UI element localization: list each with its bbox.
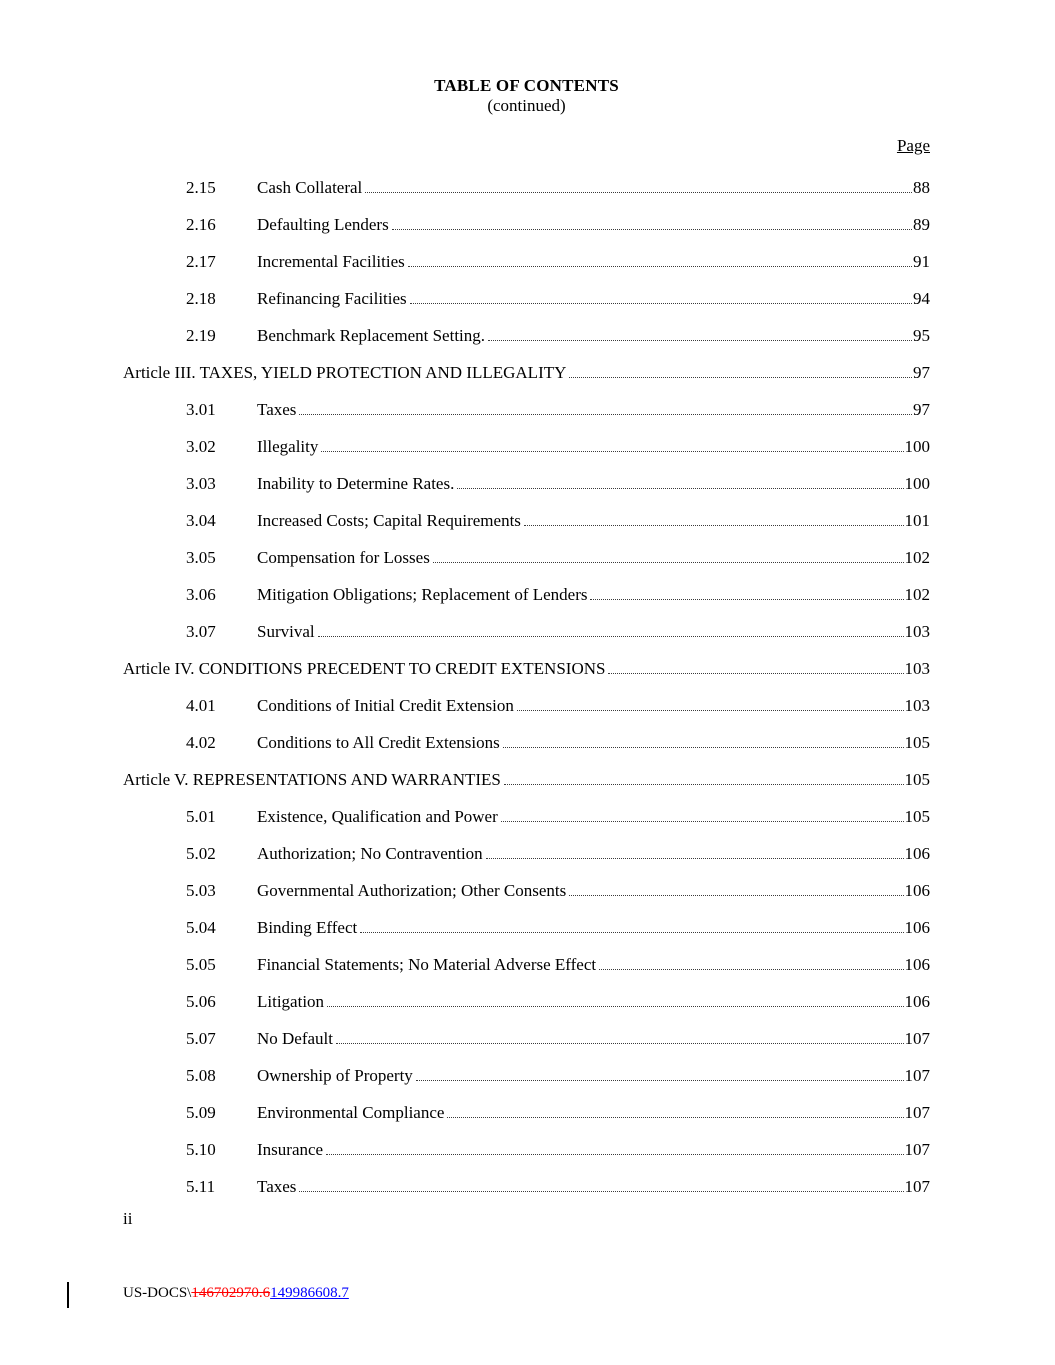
- entry-title: Increased Costs; Capital Requirements: [257, 511, 521, 530]
- entry-title: Environmental Compliance: [257, 1103, 445, 1122]
- entry-title: Ownership of Property: [257, 1066, 413, 1085]
- entry-page-number: 107: [904, 1103, 930, 1122]
- entry-page-number: 102: [904, 585, 930, 604]
- leader-dots: [569, 377, 912, 378]
- entry-page-number: 105: [904, 733, 930, 752]
- entry-page-number: 106: [904, 844, 930, 863]
- entry-number: 2.19: [186, 326, 216, 345]
- leader-dots: [392, 229, 912, 230]
- entry-page-number: 103: [904, 696, 930, 715]
- entry-number: 3.06: [186, 585, 216, 604]
- toc-entry: [123, 909, 930, 946]
- leader-dots: [299, 414, 912, 415]
- toc-entry: [123, 1131, 930, 1168]
- entry-title: Article V. REPRESENTATIONS AND WARRANTIES: [123, 770, 501, 789]
- entry-title: Benchmark Replacement Setting.: [257, 326, 486, 345]
- leader-dots: [360, 932, 903, 933]
- toc-entry: [123, 724, 930, 761]
- entry-title: Financial Statements; No Material Adverse Effect: [257, 955, 597, 974]
- page-column-header: Page: [896, 136, 930, 155]
- doc-id-prefix: US-DOCS\: [123, 1285, 192, 1301]
- toc-list: [123, 169, 930, 1205]
- entry-number: 2.17: [186, 252, 216, 271]
- leader-dots: [503, 747, 904, 748]
- entry-title: Incremental Facilities: [257, 252, 405, 271]
- toc-entry: [123, 946, 930, 983]
- leader-dots: [501, 821, 904, 822]
- entry-page-number: 91: [913, 252, 930, 271]
- entry-number: 2.15: [186, 178, 216, 197]
- leader-dots: [590, 599, 903, 600]
- leader-dots: [318, 636, 904, 637]
- entry-number: 4.02: [186, 733, 216, 752]
- entry-number: 5.03: [186, 881, 216, 900]
- entry-title: Insurance: [257, 1140, 324, 1159]
- entry-title: Taxes: [257, 400, 297, 419]
- entry-number: 3.01: [186, 400, 216, 419]
- doc-id-inserted-ref: 149986608.7: [270, 1285, 349, 1301]
- entry-title: Existence, Qualification and Power: [257, 807, 498, 826]
- toc-entry: [123, 280, 930, 317]
- leader-dots: [569, 895, 903, 896]
- entry-number: 2.18: [186, 289, 216, 308]
- entry-title: Governmental Authorization; Other Consents: [257, 881, 567, 900]
- entry-number: 5.06: [186, 992, 216, 1011]
- leader-dots: [517, 710, 904, 711]
- entry-number: 5.05: [186, 955, 216, 974]
- entry-page-number: 106: [904, 881, 930, 900]
- entry-page-number: 102: [904, 548, 930, 567]
- entry-page-number: 105: [904, 770, 930, 789]
- leader-dots: [365, 192, 912, 193]
- entry-page-number: 95: [913, 326, 930, 345]
- entry-title: Cash Collateral: [257, 178, 363, 197]
- entry-page-number: 105: [904, 807, 930, 826]
- entry-page-number: 97: [913, 400, 930, 419]
- entry-number: 5.02: [186, 844, 216, 863]
- entry-title: Inability to Determine Rates.: [257, 474, 455, 493]
- entry-number: 2.16: [186, 215, 216, 234]
- leader-dots: [486, 858, 904, 859]
- entry-page-number: 107: [904, 1066, 930, 1085]
- leader-dots: [408, 266, 912, 267]
- entry-page-number: 88: [913, 178, 930, 197]
- toc-entry: [123, 1168, 930, 1205]
- entry-page-number: 94: [913, 289, 930, 308]
- entry-page-number: 107: [904, 1029, 930, 1048]
- toc-title: TABLE OF CONTENTS: [434, 76, 619, 95]
- change-bar: [67, 1282, 69, 1308]
- entry-number: 5.07: [186, 1029, 216, 1048]
- toc-entry: [123, 687, 930, 724]
- entry-page-number: 103: [904, 622, 930, 641]
- folio-page-number: ii: [123, 1209, 133, 1228]
- entry-number: 5.09: [186, 1103, 216, 1122]
- toc-entry: [123, 391, 930, 428]
- toc-entry: [123, 465, 930, 502]
- entry-page-number: 106: [904, 992, 930, 1011]
- leader-dots: [457, 488, 903, 489]
- entry-number: 3.07: [186, 622, 216, 641]
- toc-entry: [123, 1094, 930, 1131]
- toc-entry: [123, 613, 930, 650]
- leader-dots: [326, 1154, 903, 1155]
- toc-entry: [123, 502, 930, 539]
- entry-title: Compensation for Losses: [257, 548, 430, 567]
- leader-dots: [447, 1117, 903, 1118]
- toc-entry: [123, 872, 930, 909]
- entry-number: 3.04: [186, 511, 216, 530]
- entry-title: No Default: [257, 1029, 334, 1048]
- leader-dots: [410, 303, 912, 304]
- entry-number: 5.10: [186, 1140, 216, 1159]
- entry-page-number: 101: [904, 511, 930, 530]
- entry-title: Defaulting Lenders: [257, 215, 389, 234]
- entry-page-number: 100: [904, 474, 930, 493]
- toc-entry: [123, 354, 930, 391]
- entry-title: Article IV. CONDITIONS PRECEDENT TO CREDIT EXTENSIONS: [123, 659, 606, 678]
- leader-dots: [504, 784, 904, 785]
- entry-number: 3.05: [186, 548, 216, 567]
- entry-number: 5.08: [186, 1066, 216, 1085]
- leader-dots: [608, 673, 903, 674]
- entry-page-number: 100: [904, 437, 930, 456]
- entry-number: 5.11: [186, 1177, 216, 1196]
- toc-entry: [123, 317, 930, 354]
- toc-entry: [123, 983, 930, 1020]
- entry-page-number: 106: [904, 918, 930, 937]
- doc-id-deleted-ref: 146702970.6: [191, 1285, 271, 1301]
- toc-entry: [123, 428, 930, 465]
- entry-number: 3.02: [186, 437, 216, 456]
- entry-title: Taxes: [257, 1177, 297, 1196]
- leader-dots: [327, 1006, 903, 1007]
- toc-entry: [123, 798, 930, 835]
- toc-entry: [123, 576, 930, 613]
- entry-page-number: 107: [904, 1177, 930, 1196]
- entry-title: Illegality: [257, 437, 319, 456]
- entry-page-number: 106: [904, 955, 930, 974]
- entry-title: Binding Effect: [257, 918, 358, 937]
- entry-page-number: 103: [904, 659, 930, 678]
- entry-title: Litigation: [257, 992, 325, 1011]
- toc-entry: [123, 761, 930, 798]
- toc-entry: [123, 650, 930, 687]
- entry-title: Survival: [257, 622, 315, 641]
- leader-dots: [599, 969, 903, 970]
- entry-title: Authorization; No Contravention: [257, 844, 483, 863]
- toc-entry: [123, 206, 930, 243]
- toc-entry: [123, 1057, 930, 1094]
- entry-page-number: 107: [904, 1140, 930, 1159]
- leader-dots: [524, 525, 904, 526]
- entry-number: 4.01: [186, 696, 216, 715]
- toc-entry: [123, 1020, 930, 1057]
- toc-entry: [123, 243, 930, 280]
- entry-number: 5.01: [186, 807, 216, 826]
- entry-title: Refinancing Facilities: [257, 289, 407, 308]
- toc-subtitle: (continued): [487, 96, 566, 115]
- leader-dots: [416, 1080, 904, 1081]
- leader-dots: [488, 340, 912, 341]
- entry-number: 5.04: [186, 918, 216, 937]
- entry-title: Conditions to All Credit Extensions: [257, 733, 500, 752]
- toc-entry: [123, 539, 930, 576]
- leader-dots: [299, 1191, 903, 1192]
- doc-id-line: [123, 1284, 349, 1303]
- leader-dots: [433, 562, 904, 563]
- entry-title: Conditions of Initial Credit Extension: [257, 696, 514, 715]
- entry-page-number: 97: [913, 363, 930, 382]
- leader-dots: [321, 451, 903, 452]
- leader-dots: [336, 1043, 903, 1044]
- entry-title: Article III. TAXES, YIELD PROTECTION AND ILLEGALITY: [123, 363, 567, 382]
- toc-entry: [123, 169, 930, 206]
- toc-entry: [123, 835, 930, 872]
- entry-page-number: 89: [913, 215, 930, 234]
- entry-title: Mitigation Obligations; Replacement of Lenders: [257, 585, 588, 604]
- entry-number: 3.03: [186, 474, 216, 493]
